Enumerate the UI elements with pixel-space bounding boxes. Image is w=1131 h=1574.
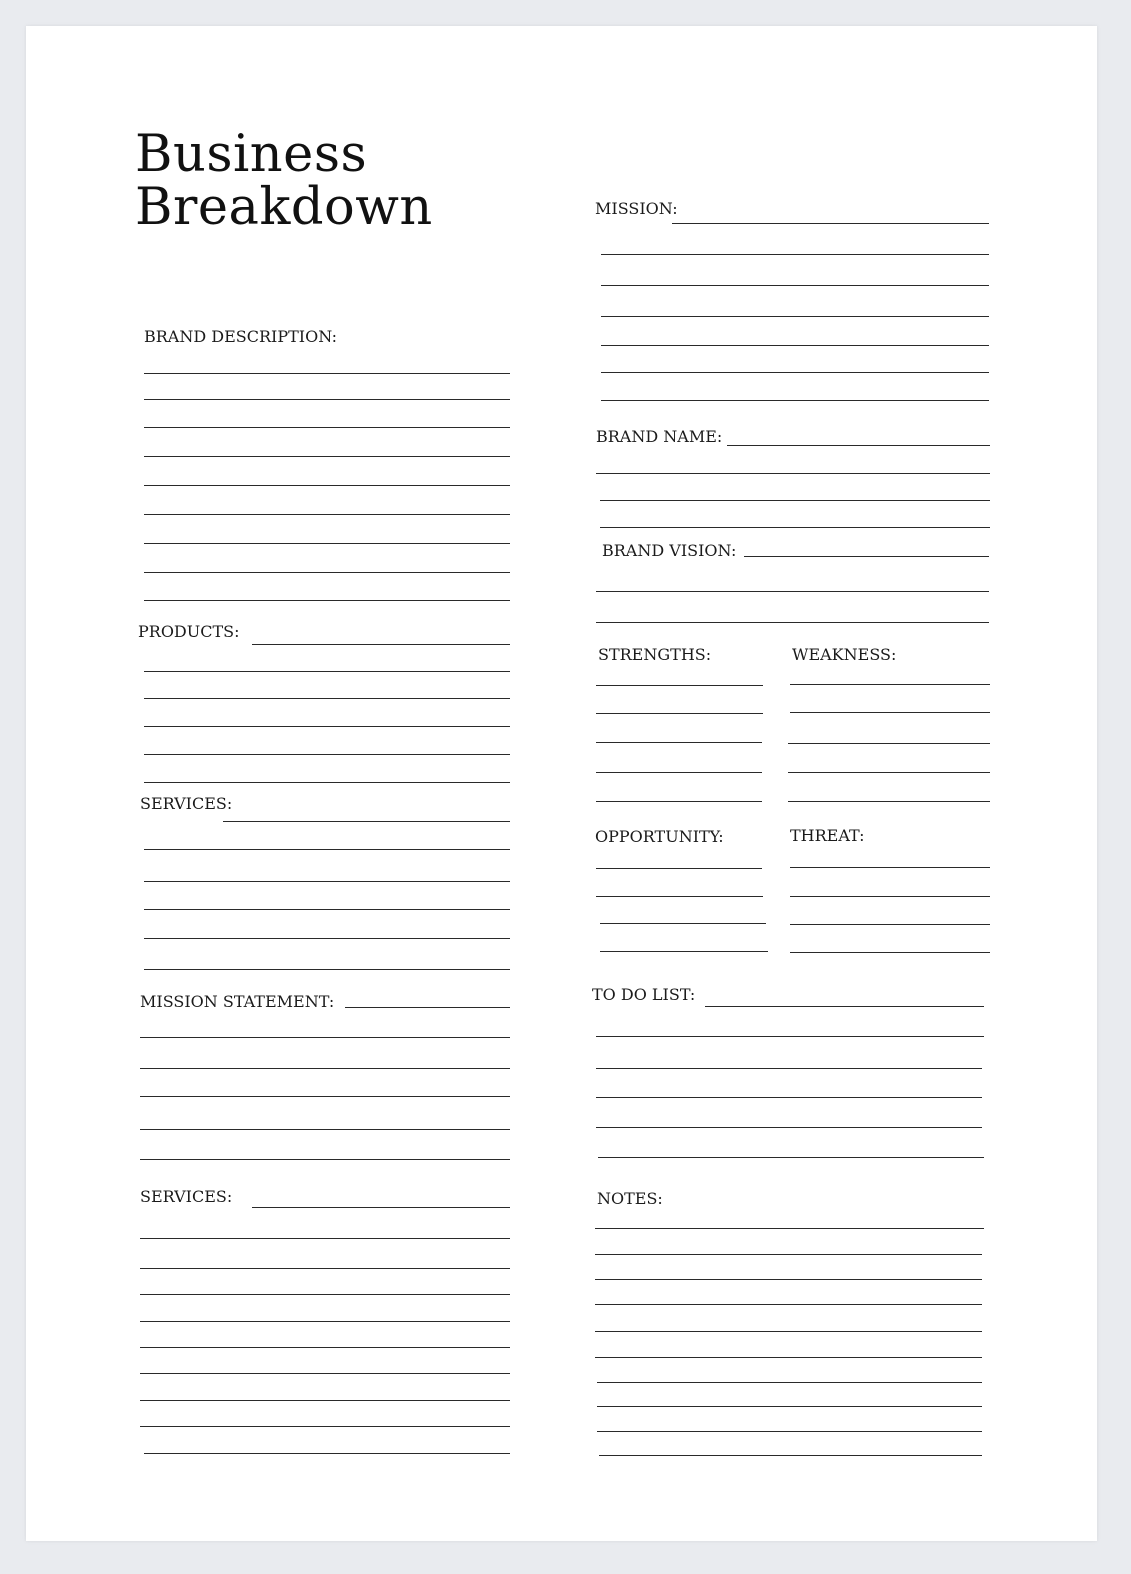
brand-description-line[interactable]: [144, 600, 510, 601]
services-label: SERVICES:: [140, 794, 233, 813]
opportunity-label: OPPORTUNITY:: [595, 827, 724, 846]
mission-line[interactable]: [601, 345, 989, 346]
brand-name-line[interactable]: [727, 445, 990, 446]
services-line[interactable]: [144, 909, 510, 910]
strengths-line[interactable]: [596, 742, 762, 743]
threat-line[interactable]: [790, 924, 990, 925]
weakness-line[interactable]: [788, 743, 990, 744]
strengths-line[interactable]: [596, 685, 763, 686]
brand-description-line[interactable]: [144, 572, 510, 573]
todo-line[interactable]: [596, 1036, 984, 1037]
weakness-line[interactable]: [788, 772, 990, 773]
threat-line[interactable]: [790, 896, 990, 897]
notes-line[interactable]: [595, 1228, 984, 1229]
services-line[interactable]: [140, 1373, 510, 1374]
strengths-line[interactable]: [596, 772, 762, 773]
notes-line[interactable]: [595, 1279, 982, 1280]
notes-line[interactable]: [595, 1357, 982, 1358]
brand-vision-line[interactable]: [596, 591, 989, 592]
services-line[interactable]: [140, 1347, 510, 1348]
services-line[interactable]: [252, 1207, 510, 1208]
products-line[interactable]: [144, 726, 510, 727]
services-line[interactable]: [144, 849, 510, 850]
mission-label: MISSION:: [595, 199, 678, 218]
services-label: SERVICES:: [140, 1187, 233, 1206]
brand-description-line[interactable]: [144, 427, 510, 428]
services-line[interactable]: [140, 1426, 510, 1427]
brand-description-line[interactable]: [144, 514, 510, 515]
brand-name-label: BRAND NAME:: [596, 427, 723, 446]
brand-description-line[interactable]: [144, 543, 510, 544]
mission-statement-line[interactable]: [140, 1068, 510, 1069]
notes-line[interactable]: [597, 1431, 982, 1432]
mission-statement-line[interactable]: [140, 1159, 510, 1160]
services-line[interactable]: [144, 969, 510, 970]
title-line-2: Breakdown: [135, 178, 433, 237]
brand-name-line[interactable]: [600, 527, 990, 528]
services-line[interactable]: [140, 1268, 510, 1269]
mission-statement-line[interactable]: [345, 1007, 510, 1008]
todo-line[interactable]: [705, 1006, 984, 1007]
mission-statement-line[interactable]: [140, 1129, 510, 1130]
mission-line[interactable]: [601, 400, 989, 401]
notes-line[interactable]: [599, 1455, 982, 1456]
notes-line[interactable]: [595, 1254, 982, 1255]
brand-vision-label: BRAND VISION:: [602, 541, 737, 560]
threat-line[interactable]: [790, 867, 990, 868]
services-line[interactable]: [144, 938, 510, 939]
opportunity-line[interactable]: [600, 951, 768, 952]
threat-label: THREAT:: [790, 826, 865, 845]
strengths-label: STRENGTHS:: [598, 645, 712, 664]
mission-line[interactable]: [601, 372, 989, 373]
mission-statement-line[interactable]: [140, 1037, 510, 1038]
brand-vision-line[interactable]: [596, 622, 989, 623]
opportunity-line[interactable]: [600, 923, 766, 924]
title-line-1: Business: [135, 125, 368, 184]
opportunity-line[interactable]: [596, 868, 762, 869]
mission-line[interactable]: [672, 223, 989, 224]
brand-description-line[interactable]: [144, 485, 510, 486]
weakness-line[interactable]: [790, 684, 990, 685]
todo-line[interactable]: [596, 1097, 982, 1098]
mission-statement-label: MISSION STATEMENT:: [140, 992, 335, 1011]
brand-vision-line[interactable]: [744, 556, 989, 557]
products-line[interactable]: [252, 644, 510, 645]
weakness-line[interactable]: [788, 801, 990, 802]
brand-description-line[interactable]: [144, 373, 510, 374]
notes-line[interactable]: [595, 1331, 982, 1332]
notes-line[interactable]: [595, 1304, 982, 1305]
services-line[interactable]: [223, 821, 510, 822]
products-line[interactable]: [144, 698, 510, 699]
products-line[interactable]: [144, 671, 510, 672]
weakness-label: WEAKNESS:: [792, 645, 897, 664]
brand-description-label: BRAND DESCRIPTION:: [144, 327, 338, 346]
opportunity-line[interactable]: [596, 896, 763, 897]
mission-statement-line[interactable]: [140, 1096, 510, 1097]
products-line[interactable]: [144, 754, 510, 755]
todo-line[interactable]: [596, 1068, 982, 1069]
todo-label: TO DO LIST:: [592, 985, 696, 1004]
services-line[interactable]: [140, 1238, 510, 1239]
services-line[interactable]: [144, 1453, 510, 1454]
weakness-line[interactable]: [790, 712, 990, 713]
products-line[interactable]: [144, 782, 510, 783]
services-line[interactable]: [144, 881, 510, 882]
services-line[interactable]: [140, 1400, 510, 1401]
brand-description-line[interactable]: [144, 399, 510, 400]
products-label: PRODUCTS:: [138, 622, 240, 641]
brand-name-line[interactable]: [596, 473, 990, 474]
mission-line[interactable]: [601, 254, 989, 255]
todo-line[interactable]: [596, 1127, 982, 1128]
mission-line[interactable]: [601, 316, 989, 317]
services-line[interactable]: [140, 1321, 510, 1322]
notes-line[interactable]: [597, 1406, 982, 1407]
strengths-line[interactable]: [596, 713, 763, 714]
threat-line[interactable]: [790, 952, 990, 953]
strengths-line[interactable]: [596, 801, 762, 802]
mission-line[interactable]: [601, 285, 989, 286]
brand-description-line[interactable]: [144, 456, 510, 457]
todo-line[interactable]: [598, 1157, 984, 1158]
notes-label: NOTES:: [597, 1189, 663, 1208]
notes-line[interactable]: [597, 1382, 982, 1383]
services-line[interactable]: [140, 1294, 510, 1295]
brand-name-line[interactable]: [600, 500, 990, 501]
page-title: [135, 125, 433, 237]
